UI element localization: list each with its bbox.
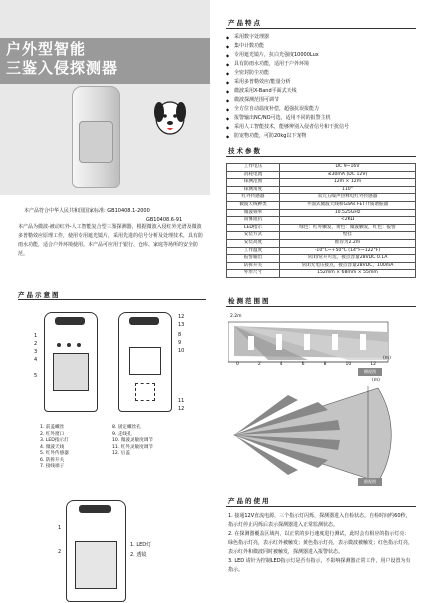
table-row [227, 217, 416, 225]
side-height-label: 2.2m [230, 314, 242, 319]
bottom-legend [130, 540, 151, 560]
usage-item: 3. LED 请针为控制LED指示灯是否有指示，不影响探测器正常工作，用户设置为有指示。 [228, 558, 411, 573]
schematic-rule [18, 299, 206, 300]
table-row [227, 186, 416, 194]
callout-12b: 12 [178, 406, 185, 412]
spec-value: 绿色：红外触发，黄色：微波触发，红色：报警 [280, 224, 416, 232]
spec-key: 探测角度 [227, 186, 280, 194]
feature-item: ◆ 报警输出NC/NO可选，适用不同的报警主机 [226, 114, 416, 123]
callout-5: 5 [34, 373, 38, 379]
table-row [227, 270, 416, 278]
spec-value: 推荐为2.2m [280, 239, 416, 247]
top-cap [79, 505, 111, 513]
tick-label: 0 [236, 362, 239, 367]
spec-value: 壁挂 [280, 232, 416, 240]
feature-item: ◆ 集中计数功能 [226, 42, 416, 51]
legend-item: 3. LED指示灯 [40, 438, 69, 443]
spec-value: ≤30mA (DC 12V) [280, 171, 416, 179]
table-row [227, 239, 416, 247]
spec-value: <2KΩ [280, 217, 416, 225]
callout-lens: 2 [58, 549, 62, 555]
legend-item: 2. 红外窗口 [40, 431, 65, 437]
feature-item: ◆ 全方位自动温度补偿，超强抗误报能力 [226, 105, 416, 114]
side-view-tag: 侧视图 [358, 368, 382, 376]
feature-item: ◆ 全密封防尘功能 [226, 69, 416, 78]
spec-value: 152mm × 68mm × 55mm [280, 270, 416, 278]
top-unit: (m) [372, 378, 380, 383]
usage-list [228, 512, 414, 575]
product-title-line2: 三鉴入侵探测器 [6, 59, 119, 77]
side-unit: (m) [383, 356, 391, 361]
table-row [227, 262, 416, 270]
legend-item: 4. 微波天线 [40, 444, 65, 450]
tick-label: 4 [279, 362, 283, 367]
callout-10: 10 [178, 348, 185, 354]
spec-value: 12m × 12m [280, 179, 416, 187]
callout-3: 3 [34, 349, 38, 355]
legend-item: 10. 微波灵敏度调节 [112, 438, 153, 443]
callout-8: 8 [178, 332, 182, 338]
rear-view-device [118, 312, 172, 412]
callout-4: 4 [34, 357, 38, 363]
detector-lens [79, 121, 113, 163]
callout-13: 13 [178, 322, 185, 328]
feature-item: ◆ 微波探测范围可调节 [226, 96, 416, 105]
legend-item: 6. 防拆开关 [40, 457, 65, 463]
spec-table [226, 163, 416, 278]
legend-right [112, 425, 153, 458]
led-dot [77, 343, 81, 347]
spec-key: 探测范围 [227, 179, 280, 187]
spec-key: 外形尺寸 [227, 270, 280, 278]
callout-12a: 12 [178, 314, 185, 320]
detector-image [72, 86, 120, 188]
spec-key: 安装方式 [227, 232, 280, 240]
spec-value: -10°C~+50°C (14°F~122°F) [280, 247, 416, 255]
legend-lens: 2. 透镜 [130, 552, 147, 558]
spec-value: 双元五噪声热释电红外传感器 [280, 194, 416, 202]
side-axis-ticks [236, 362, 376, 367]
specs-rule [226, 156, 416, 157]
callout-9: 9 [178, 340, 182, 346]
table-row [227, 247, 416, 255]
tick-label: 2 [257, 362, 261, 367]
range-title: 检测范围图 [228, 297, 271, 305]
tick-label: 12 [370, 362, 376, 367]
tick-label: 8 [323, 362, 327, 367]
spec-key: 工作电压 [227, 164, 280, 172]
feature-item: ◆ 防宠物功能，可防20kg以下宠物 [226, 132, 416, 141]
side-device-large [66, 500, 126, 602]
spec-key: 雨雾阻抗 [227, 217, 280, 225]
circuit-board [129, 347, 161, 375]
feature-item: ◆ 采用多普勒效应/能量分析 [226, 78, 416, 87]
top-view-tag: 俯视图 [358, 478, 382, 486]
legend-item: 1. 前盖螺丝 [40, 425, 65, 430]
product-title-line1: 户外型智能 [6, 40, 87, 58]
spec-value: 平面式微波天线和GaAs FET介质谐振器 [280, 201, 416, 209]
table-row [227, 164, 416, 172]
pir-window [53, 353, 89, 391]
legend-item: 7. 接线端子 [40, 464, 65, 469]
top-cap [55, 317, 85, 325]
usage-rule [226, 506, 416, 507]
spec-key: 消耗电流 [227, 171, 280, 179]
legend-item: 11. 红外灵敏度调节 [112, 444, 153, 450]
tick-label: 6 [301, 362, 305, 367]
product-title [6, 40, 118, 78]
legend-item: 8. 固定螺丝孔 [112, 425, 141, 430]
legend-led: 1. LED灯 [130, 542, 152, 548]
table-row [227, 171, 416, 179]
spec-key: 红外传感器 [227, 194, 280, 202]
table-row [227, 232, 416, 240]
spec-key: 报警输出 [227, 255, 280, 263]
usage-item: 1. 接通12V直流电源，三个指示灯闪烁，探测器进入自检状态，自检时间约60秒，指示灯停止闪烁后表示探测器进入正常监测状态。 [228, 513, 411, 528]
standard-1: GB10408.1-2000 [107, 208, 150, 214]
lens-panel [75, 541, 117, 589]
features-list [226, 33, 416, 141]
top-view-diagram [228, 380, 406, 490]
spec-key: 防拆开关 [227, 262, 280, 270]
front-view-device [44, 312, 98, 412]
features-rule [226, 28, 416, 29]
top-cap [129, 317, 159, 325]
product-description: 本产品为微波-被动红外-人工智能复合型三鉴探测器，根据微波入侵红外光谱及微波多普勒效应原理工作，使用专用遮光镜片，采用先进的信号分析及处理技术，具有防雨水功能，适合户外环境使用。本产品可应用于银行、仓库、家庭等场所的安全防范。 [18, 224, 204, 257]
spec-key: 工作温度 [227, 247, 280, 255]
legend-item: 9. 走线孔 [112, 431, 132, 437]
usage-title: 产品的使用 [228, 497, 271, 505]
feature-item: ◆ 微波采用X-Band平面式天线 [226, 87, 416, 96]
standard-2: GB10408.6-91 [146, 217, 183, 223]
schematic-title: 产品示意图 [18, 291, 61, 299]
table-row [227, 224, 416, 232]
led-dot [67, 343, 71, 347]
specs-title: 技术参数 [228, 147, 262, 155]
spec-key: 安装高度 [227, 239, 280, 247]
terminal-block [135, 383, 155, 401]
spec-value: 常闭无电压接点，接点容量28VDC，100mA [280, 262, 416, 270]
spec-value: 110° [280, 186, 416, 194]
feature-item: ◆ 具有防雨水功能，适用于户外环境 [226, 60, 416, 69]
table-row [227, 194, 416, 202]
led-dot [57, 343, 61, 347]
legend-left [40, 425, 69, 471]
range-rule [226, 306, 416, 307]
feature-item: ◆ 采用数字处理器 [226, 33, 416, 42]
table-row [227, 209, 416, 217]
spec-value: DC 9~16V [280, 164, 416, 172]
callout-2: 2 [34, 341, 38, 347]
usage-item: 2. 在探测器覆盖区域内，以正常的步行速度进行测试，此时会有相应的指示灯亮：绿色指示灯亮，表示红外被触发；黄色指示灯亮，表示微波被触发；红色指示灯亮，表示红外和微波同时被触发，探测器进入报警状态。 [228, 531, 414, 555]
spec-key: LED指示 [227, 224, 280, 232]
standards-intro: 本产品符合中华人民共和国国家标准: [24, 208, 106, 214]
feature-item: ◆ 专用遮光镜片，抗白光强度10000Lux [226, 51, 416, 60]
tick-label: 10 [345, 362, 352, 367]
table-row [227, 201, 416, 209]
features-title: 产品特点 [228, 19, 262, 27]
callout-1: 1 [34, 333, 38, 339]
feature-item: ◆ 采用人工智能技术，能够辨别入侵者信号和干扰信号 [226, 123, 416, 132]
table-row [227, 179, 416, 187]
callout-11: 11 [178, 398, 185, 404]
table-row [227, 255, 416, 263]
legend-item: 12. 后盖 [112, 451, 130, 456]
spec-key: 微波天线种类 [227, 201, 280, 209]
legend-item: 5. 红外传感器 [40, 451, 69, 456]
dog-illustration [150, 90, 190, 138]
spec-value: 10.525GHz [280, 209, 416, 217]
spec-value: 常闭/常开可选，接点容量28VDC 0.1A [280, 255, 416, 263]
callout-led: 1 [58, 525, 62, 531]
spec-key: 微波频率 [227, 209, 280, 217]
